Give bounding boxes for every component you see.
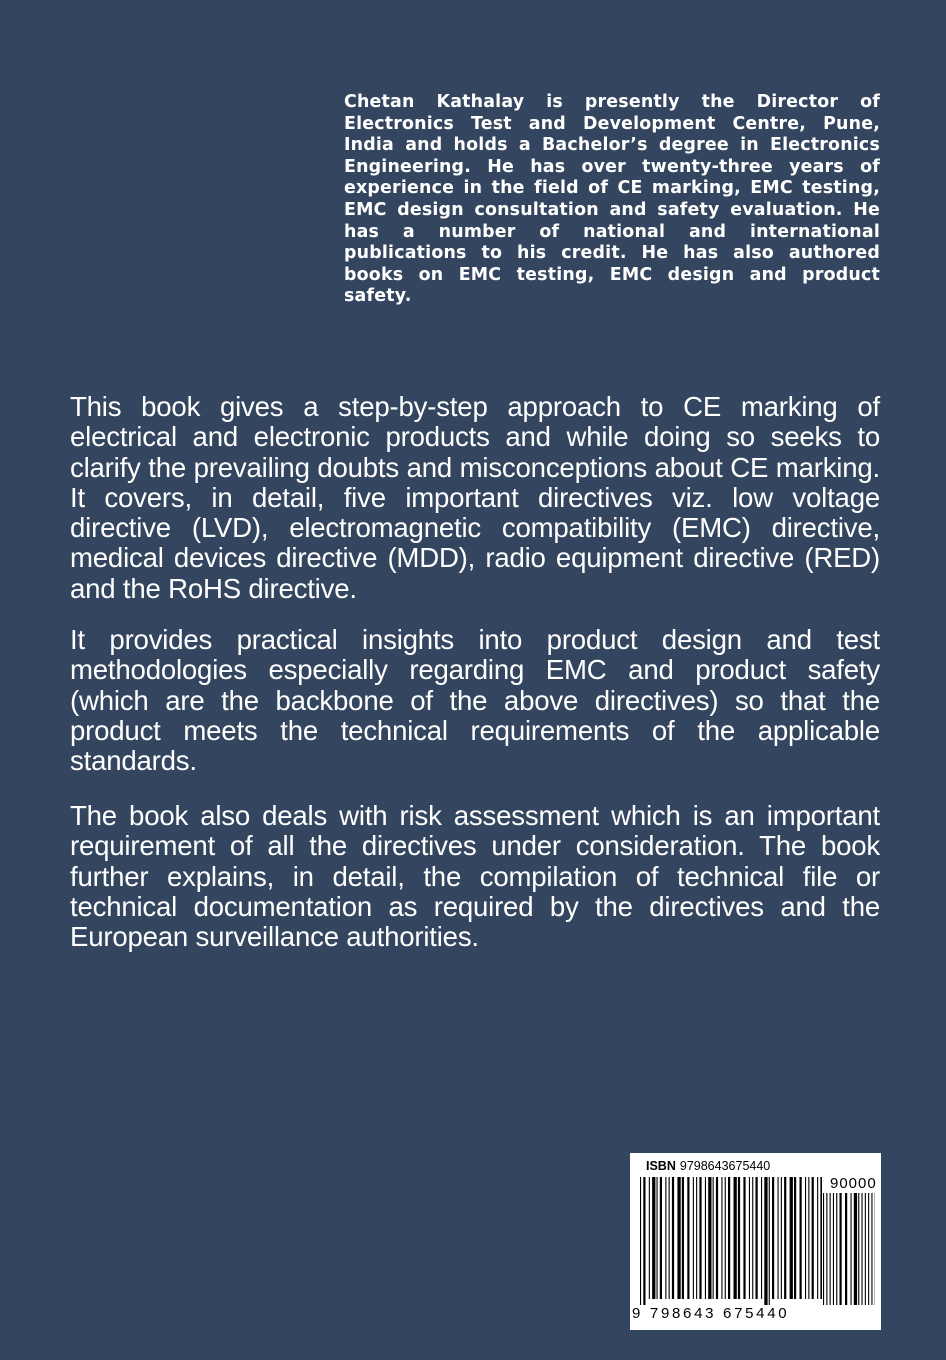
barcode-bar <box>643 1177 645 1305</box>
barcode-bar <box>734 1177 737 1299</box>
barcode-bar <box>772 1177 774 1299</box>
barcode-bar <box>840 1193 842 1305</box>
isbn-label: ISBN <box>646 1159 676 1173</box>
barcode-bar <box>728 1177 730 1299</box>
barcode-bar <box>862 1193 863 1305</box>
barcode-bar <box>652 1177 655 1299</box>
barcode-bar <box>778 1177 779 1299</box>
barcode-bar <box>640 1177 641 1305</box>
barcode-bar <box>677 1177 680 1299</box>
ean-digits: 9 798643 675440 <box>632 1305 790 1322</box>
isbn-value: 9798643675440 <box>679 1159 771 1173</box>
barcode-bar <box>699 1177 701 1299</box>
barcode-bar <box>784 1177 786 1299</box>
barcode-bar <box>833 1193 834 1305</box>
barcode-bar <box>749 1177 750 1299</box>
barcode-bar <box>716 1177 718 1299</box>
description-paragraph-2: It provides practical insights into product design and test methodologies especially regarding EMC and product safety (which are the backbone of the above directives) so that the product meets the technical requirements of the applicable standards. <box>70 624 880 777</box>
addon-number: 90000 <box>830 1175 877 1192</box>
description-paragraph-3: The book also deals with risk assessment which is an important requirement of all the directives under consideration. The book further explains, in detail, the compilation of technical file or technical documentation as required by the directives and the European surveillance authorities. <box>70 800 880 953</box>
ean-barcode-bars <box>640 1177 822 1305</box>
barcode-bar <box>708 1177 711 1299</box>
barcode-bar <box>781 1177 782 1299</box>
barcode-bar <box>725 1177 726 1299</box>
barcode-bar <box>823 1193 824 1305</box>
isbn-barcode <box>630 1153 881 1330</box>
barcode-bar <box>805 1177 806 1299</box>
barcode-bar <box>830 1193 831 1305</box>
barcode-bar <box>738 1177 740 1299</box>
barcode-bar <box>672 1177 674 1299</box>
barcode-bar <box>790 1177 793 1299</box>
barcode-bar <box>721 1177 722 1299</box>
barcode-bar <box>752 1177 753 1299</box>
barcode-bar <box>812 1177 814 1299</box>
barcode-bar <box>657 1177 658 1299</box>
description-paragraph-1: This book gives a step-by-step approach to CE marking of electrical and electronic products and while doing so seeks to clarify the prevailing doubts and misconceptions about CE marking. It covers, in detail, five important directives viz. low voltage directive (LVD), electromagnetic compatibility (EMC) directive, medical devices directive (MDD), radio equipment directive (RED) and the RoHS directive. <box>70 391 880 604</box>
barcode-bar <box>808 1177 809 1299</box>
barcode-bar <box>669 1177 670 1299</box>
barcode-bar <box>836 1193 837 1305</box>
barcode-bar <box>817 1177 818 1299</box>
barcode-bar <box>871 1193 872 1305</box>
barcode-bar <box>851 1193 852 1305</box>
barcode-bar <box>764 1177 767 1305</box>
barcode-bar <box>761 1177 762 1299</box>
barcode-bar <box>868 1193 869 1305</box>
barcode-bar <box>649 1177 650 1299</box>
barcode-bar <box>800 1177 802 1299</box>
barcode-bar <box>820 1177 822 1299</box>
barcode-bar <box>756 1177 758 1299</box>
barcode-bar <box>682 1177 684 1299</box>
barcode-bar <box>705 1177 706 1299</box>
barcode-bar <box>858 1193 859 1305</box>
barcode-bar <box>826 1193 827 1305</box>
barcode-bar <box>769 1177 770 1305</box>
barcode-bar <box>865 1193 866 1305</box>
barcode-bar <box>713 1177 714 1299</box>
barcode-bar <box>696 1177 697 1299</box>
barcode-bar <box>660 1177 662 1299</box>
barcode-bar <box>693 1177 694 1299</box>
isbn-line <box>646 1159 770 1173</box>
barcode-bar <box>665 1177 666 1299</box>
barcode-bar <box>794 1177 796 1299</box>
barcode-bar <box>743 1177 745 1299</box>
author-bio: Chetan Kathalay is presently the Director of Electronics Test and Development Centre, Pune, India and holds a Bachelor’s degree in Electronics Engineering. He has over twenty-three years of experience in the field of CE marking, EMC testing, EMC design consultation and safety evaluation. He has a number of national and international publications to his credit. He has also authored books on EMC testing, EMC design and product safety. <box>344 92 880 307</box>
barcode-bar <box>854 1193 857 1305</box>
addon-barcode-bars <box>823 1193 875 1305</box>
barcode-bar <box>845 1193 847 1305</box>
barcode-bar <box>687 1177 689 1299</box>
